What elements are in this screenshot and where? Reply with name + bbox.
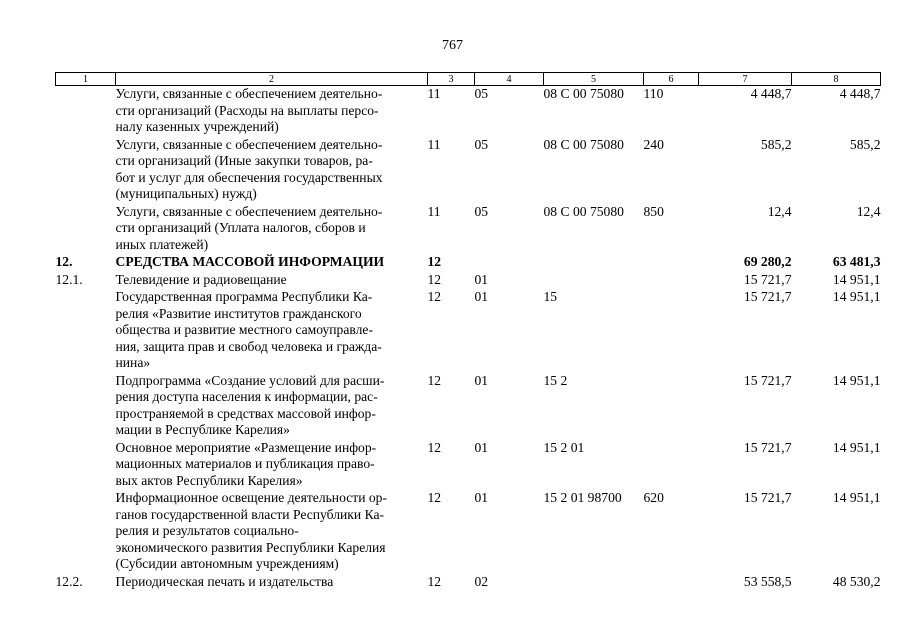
section-code-cell: 11 xyxy=(427,136,441,152)
amount-year2-cell: 14 951,1 xyxy=(832,289,881,304)
table-row xyxy=(56,574,881,592)
target-article-cell xyxy=(544,254,644,272)
subsection-code-cell: 01 xyxy=(474,439,489,455)
subsection-code-cell xyxy=(475,254,544,272)
row-number-cell: 12.1. xyxy=(55,271,83,287)
row-number-cell: 12. xyxy=(55,254,73,269)
column-header: 2 xyxy=(116,73,428,86)
row-name-cell: Информационное освещение деятельности ор- ганов государственной власти Республики Ка- релия и результатов социально- экономического развития Республики Карелия (Субсидии автономным учреждениям) xyxy=(115,490,387,571)
amount-year2-cell: 12,4 xyxy=(856,203,881,219)
table-row xyxy=(56,289,881,373)
amount-year2-cell: 63 481,3 xyxy=(832,254,881,269)
table-row xyxy=(56,373,881,440)
column-header: 4 xyxy=(475,73,544,86)
section-code-cell: 12 xyxy=(427,372,442,388)
table-row xyxy=(56,440,881,491)
amount-year1-cell: 15 721,7 xyxy=(743,490,792,505)
table-row xyxy=(56,204,881,255)
expense-type-cell xyxy=(644,254,699,272)
subsection-code-cell: 01 xyxy=(474,271,489,287)
target-article-cell: 15 2 xyxy=(543,372,568,388)
row-number-cell xyxy=(56,440,116,491)
row-name-cell: Услуги, связанные с обеспечением деятельно- сти организаций (Расходы на выплаты персо- налу казенных учреждений) xyxy=(115,86,383,134)
page-number: 767 xyxy=(442,38,463,53)
subsection-code-cell: 01 xyxy=(474,289,489,304)
row-number-cell: 12.2. xyxy=(55,573,83,589)
row-name-cell: Телевидение и радиовещание xyxy=(115,271,287,287)
section-code-cell: 11 xyxy=(427,203,441,219)
expense-type-cell xyxy=(644,440,699,491)
table-row xyxy=(56,254,881,272)
expense-type-cell: 620 xyxy=(643,490,664,505)
amount-year2-cell: 14 951,1 xyxy=(832,372,881,388)
section-code-cell: 12 xyxy=(427,490,442,505)
expense-type-cell: 110 xyxy=(643,86,664,101)
column-header: 8 xyxy=(792,73,881,86)
target-article-cell: 15 xyxy=(543,289,558,304)
table-row xyxy=(56,272,881,290)
row-name-cell: СРЕДСТВА МАССОВОЙ ИНФОРМАЦИИ xyxy=(115,254,385,269)
subsection-code-cell: 05 xyxy=(474,86,489,101)
column-header: 6 xyxy=(644,73,699,86)
row-number-cell xyxy=(56,137,116,204)
amount-year2-cell: 585,2 xyxy=(849,136,881,152)
amount-year1-cell: 4 448,7 xyxy=(750,86,792,101)
column-number-row xyxy=(56,73,881,86)
section-code-cell: 12 xyxy=(427,271,442,287)
subsection-code-cell: 01 xyxy=(474,490,489,505)
subsection-code-cell: 05 xyxy=(474,203,489,219)
row-name-cell: Государственная программа Республики Ка- релия «Развитие институтов гражданского общества и развитие местного самоуправле- ния, защита прав и свобод человека и гражда- нина» xyxy=(115,289,382,370)
subsection-code-cell: 02 xyxy=(474,573,489,589)
target-article-cell: 08 С 00 75080 xyxy=(543,203,624,219)
row-name-cell: Периодическая печать и издательства xyxy=(115,573,334,589)
subsection-code-cell: 05 xyxy=(474,136,489,152)
budget-table xyxy=(55,72,881,591)
amount-year1-cell: 69 280,2 xyxy=(743,254,792,269)
expense-type-cell xyxy=(644,272,699,290)
amount-year2-cell: 14 951,1 xyxy=(832,490,881,505)
amount-year2-cell: 4 448,7 xyxy=(839,86,881,101)
expense-type-cell xyxy=(644,289,699,373)
column-header: 5 xyxy=(544,73,644,86)
column-header: 7 xyxy=(699,73,792,86)
table-row xyxy=(56,137,881,204)
section-code-cell: 12 xyxy=(427,289,442,304)
row-name-cell: Услуги, связанные с обеспечением деятельно- сти организаций (Уплата налогов, сборов и иных платежей) xyxy=(115,203,383,252)
amount-year1-cell: 15 721,7 xyxy=(743,289,792,304)
subsection-code-cell: 01 xyxy=(474,372,489,388)
target-article-cell xyxy=(544,272,644,290)
table-row xyxy=(56,490,881,574)
amount-year2-cell: 14 951,1 xyxy=(832,271,881,287)
row-name-cell: Основное мероприятие «Размещение инфор- мационных материалов и публикация право- вых актов Республики Карелия» xyxy=(115,439,377,488)
expense-type-cell: 240 xyxy=(643,136,664,152)
column-header: 3 xyxy=(428,73,475,86)
amount-year1-cell: 53 558,5 xyxy=(743,573,792,589)
row-number-cell xyxy=(56,289,116,373)
section-code-cell: 12 xyxy=(427,254,442,269)
row-number-cell xyxy=(56,373,116,440)
expense-type-cell xyxy=(644,574,699,592)
section-code-cell: 12 xyxy=(427,573,442,589)
target-article-cell: 15 2 01 98700 xyxy=(543,490,622,505)
target-article-cell: 08 С 00 75080 xyxy=(543,86,624,101)
target-article-cell xyxy=(544,574,644,592)
section-code-cell: 12 xyxy=(427,439,442,455)
amount-year1-cell: 585,2 xyxy=(760,136,792,152)
amount-year1-cell: 15 721,7 xyxy=(743,372,792,388)
amount-year1-cell: 12,4 xyxy=(767,203,792,219)
target-article-cell: 15 2 01 xyxy=(543,439,585,455)
target-article-cell: 08 С 00 75080 xyxy=(543,136,624,152)
expense-type-cell xyxy=(644,373,699,440)
expense-type-cell: 850 xyxy=(643,203,664,219)
row-number-cell xyxy=(56,86,116,137)
row-number-cell xyxy=(56,490,116,574)
row-name-cell: Подпрограмма «Создание условий для расши- рения доступа населения к информации, рас- пространяемой в средствах массовой инфор- мации в Республике Карелия» xyxy=(115,372,385,437)
table-row xyxy=(56,86,881,137)
row-name-cell: Услуги, связанные с обеспечением деятельно- сти организаций (Иные закупки товаров, ра- бот и услуг для обеспечения государственных (муниципальных) нужд) xyxy=(115,136,383,201)
amount-year2-cell: 14 951,1 xyxy=(832,439,881,455)
row-number-cell xyxy=(56,204,116,255)
amount-year1-cell: 15 721,7 xyxy=(743,271,792,287)
section-code-cell: 11 xyxy=(427,86,441,101)
amount-year2-cell: 48 530,2 xyxy=(832,573,881,589)
column-header: 1 xyxy=(56,73,116,86)
amount-year1-cell: 15 721,7 xyxy=(743,439,792,455)
